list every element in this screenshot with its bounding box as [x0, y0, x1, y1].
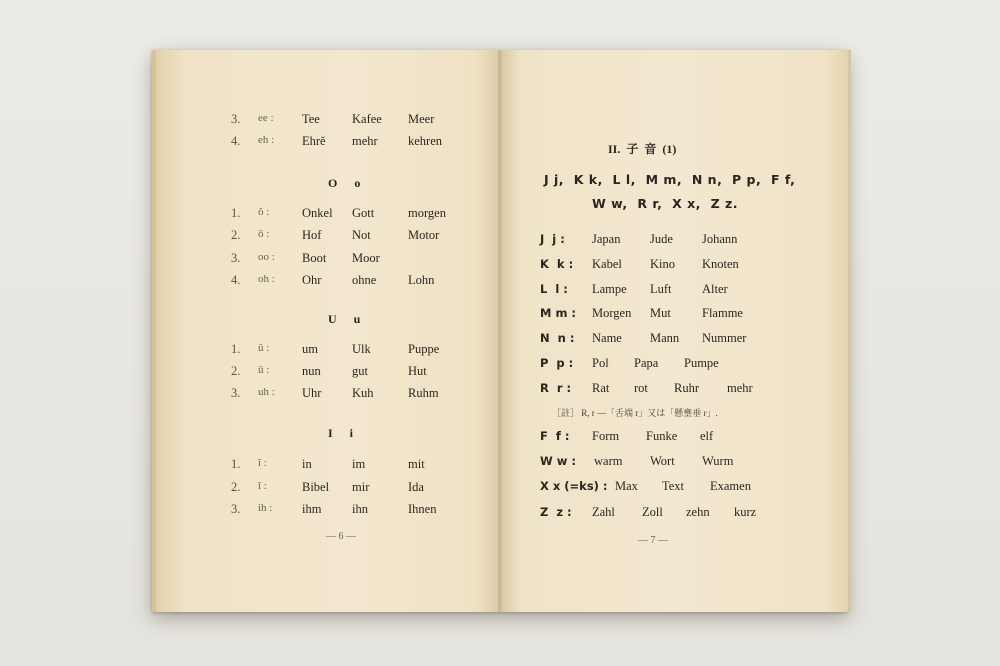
- example-word: Meer: [408, 112, 435, 126]
- letter-list: J j, K k, L l, M m, N n, P p, F f,: [544, 172, 796, 187]
- row-number: 1.: [231, 342, 241, 356]
- vowel-key: oh :: [258, 272, 275, 285]
- example-word: Kabel: [592, 256, 622, 271]
- example-word: Jude: [650, 232, 673, 246]
- consonant-label: R r :: [540, 380, 572, 395]
- example-word: um: [302, 342, 318, 356]
- example-word: Examen: [710, 479, 751, 494]
- example-word: mit: [408, 457, 425, 471]
- consonant-label: N n :: [540, 331, 575, 346]
- right-page: [500, 50, 851, 612]
- example-word: elf: [700, 429, 714, 443]
- example-word: Uhr: [302, 386, 322, 400]
- example-word: rot: [634, 380, 648, 395]
- row-number: 3.: [231, 250, 241, 265]
- section-heading: I i: [328, 426, 355, 440]
- example-word: Zoll: [642, 504, 663, 519]
- vowel-key: ee :: [258, 112, 274, 124]
- row-number: 2.: [231, 479, 241, 494]
- row-number: 4.: [231, 272, 241, 287]
- vowel-key: ō :: [258, 228, 270, 241]
- example-word: gut: [352, 364, 368, 378]
- example-word: Mut: [650, 306, 671, 321]
- row-number: 4.: [231, 134, 241, 148]
- vowel-key: ŏ :: [258, 206, 270, 218]
- consonant-label: J j :: [540, 232, 565, 246]
- example-word: mehr: [727, 380, 753, 395]
- open-book: [152, 50, 848, 612]
- row-number: 3.: [231, 502, 241, 516]
- consonant-label: K k :: [540, 256, 574, 271]
- example-word: Text: [662, 479, 685, 494]
- row-number: 3.: [231, 112, 241, 126]
- example-word: mir: [352, 479, 370, 494]
- example-word: in: [302, 457, 312, 471]
- example-word: ihn: [352, 502, 368, 516]
- vowel-key: ĭ :: [258, 457, 267, 469]
- example-word: Ehrě: [302, 134, 326, 148]
- vowel-key: uh :: [258, 386, 275, 398]
- page-number: — 7 —: [638, 535, 668, 546]
- example-word: Luft: [650, 281, 672, 296]
- example-word: Ulk: [352, 342, 371, 356]
- example-word: Hof: [302, 228, 322, 243]
- example-word: Puppe: [408, 342, 440, 356]
- example-word: Ohr: [302, 272, 322, 287]
- example-word: Ihnen: [408, 502, 437, 516]
- example-word: Lohn: [408, 272, 435, 287]
- left-page: [152, 50, 504, 612]
- example-word: ohne: [352, 272, 377, 287]
- section-title: II. 子 音 (1): [608, 142, 677, 156]
- vowel-key: ih :: [258, 502, 273, 514]
- example-word: Zahl: [592, 504, 615, 519]
- row-number: 1.: [231, 206, 241, 220]
- consonant-label: M m :: [540, 306, 577, 321]
- page-number: — 6 —: [326, 531, 356, 542]
- example-word: morgen: [408, 206, 446, 220]
- example-word: Lampe: [592, 281, 627, 296]
- row-number: 2.: [231, 228, 241, 243]
- book-gutter: [498, 50, 502, 612]
- example-word: Funke: [646, 429, 678, 443]
- example-word: im: [352, 457, 366, 471]
- example-word: Ruhr: [674, 380, 699, 395]
- example-word: Moor: [352, 250, 380, 265]
- example-word: Bibel: [302, 479, 330, 494]
- example-word: Not: [352, 228, 371, 243]
- consonant-label: W w :: [540, 454, 576, 469]
- example-word: Wort: [650, 454, 675, 469]
- consonant-label: L l :: [540, 281, 568, 296]
- consonant-label: F f :: [540, 429, 570, 443]
- example-word: Kuh: [352, 386, 374, 400]
- example-word: kurz: [734, 504, 757, 519]
- example-word: Ida: [408, 479, 424, 494]
- example-word: Name: [592, 331, 622, 346]
- example-word: Flamme: [702, 306, 743, 321]
- example-word: warm: [594, 454, 623, 469]
- footnote: ［註］ R, r —「舌端 r」又は「懸壅垂 r」.: [552, 408, 718, 418]
- example-word: zehn: [686, 504, 710, 519]
- example-word: Kino: [650, 256, 675, 271]
- example-word: Nummer: [702, 331, 747, 346]
- row-number: 2.: [231, 364, 241, 378]
- example-word: Motor: [408, 228, 440, 243]
- letter-list: W w, R r, X x, Z z.: [592, 196, 739, 211]
- example-word: Rat: [592, 380, 610, 395]
- example-word: kehren: [408, 134, 443, 148]
- vowel-key: oo :: [258, 250, 275, 263]
- example-word: Form: [592, 429, 620, 443]
- consonant-label: P p :: [540, 356, 574, 370]
- vowel-key: ī :: [258, 479, 267, 492]
- section-heading: U u: [328, 312, 362, 326]
- example-word: nun: [302, 364, 321, 378]
- example-word: Morgen: [592, 306, 632, 321]
- example-word: Mann: [650, 331, 680, 346]
- example-word: Pumpe: [684, 356, 719, 370]
- example-word: Papa: [634, 356, 659, 370]
- example-word: Wurm: [702, 454, 734, 469]
- example-word: ihm: [302, 502, 322, 516]
- row-number: 1.: [231, 457, 241, 471]
- example-word: Boot: [302, 250, 327, 265]
- vowel-key: ū :: [258, 364, 270, 376]
- consonant-label: Z z :: [540, 504, 572, 519]
- row-number: 3.: [231, 386, 241, 400]
- example-word: Ruhm: [408, 386, 439, 400]
- example-word: Hut: [408, 364, 427, 378]
- example-word: Kafee: [352, 112, 382, 126]
- section-heading: O o: [328, 176, 362, 190]
- example-word: Japan: [592, 232, 621, 246]
- example-word: Alter: [702, 281, 728, 296]
- example-word: mehr: [352, 134, 378, 148]
- example-word: Tee: [302, 112, 320, 126]
- example-word: Johann: [702, 232, 738, 246]
- example-word: Knoten: [702, 256, 739, 271]
- vowel-key: ŭ :: [258, 342, 270, 354]
- example-word: Pol: [592, 356, 609, 370]
- consonant-label: X x (=ks) :: [540, 479, 608, 494]
- example-word: Onkel: [302, 206, 333, 220]
- example-word: Max: [615, 479, 638, 494]
- example-word: Gott: [352, 206, 375, 220]
- vowel-key: eh :: [258, 134, 275, 146]
